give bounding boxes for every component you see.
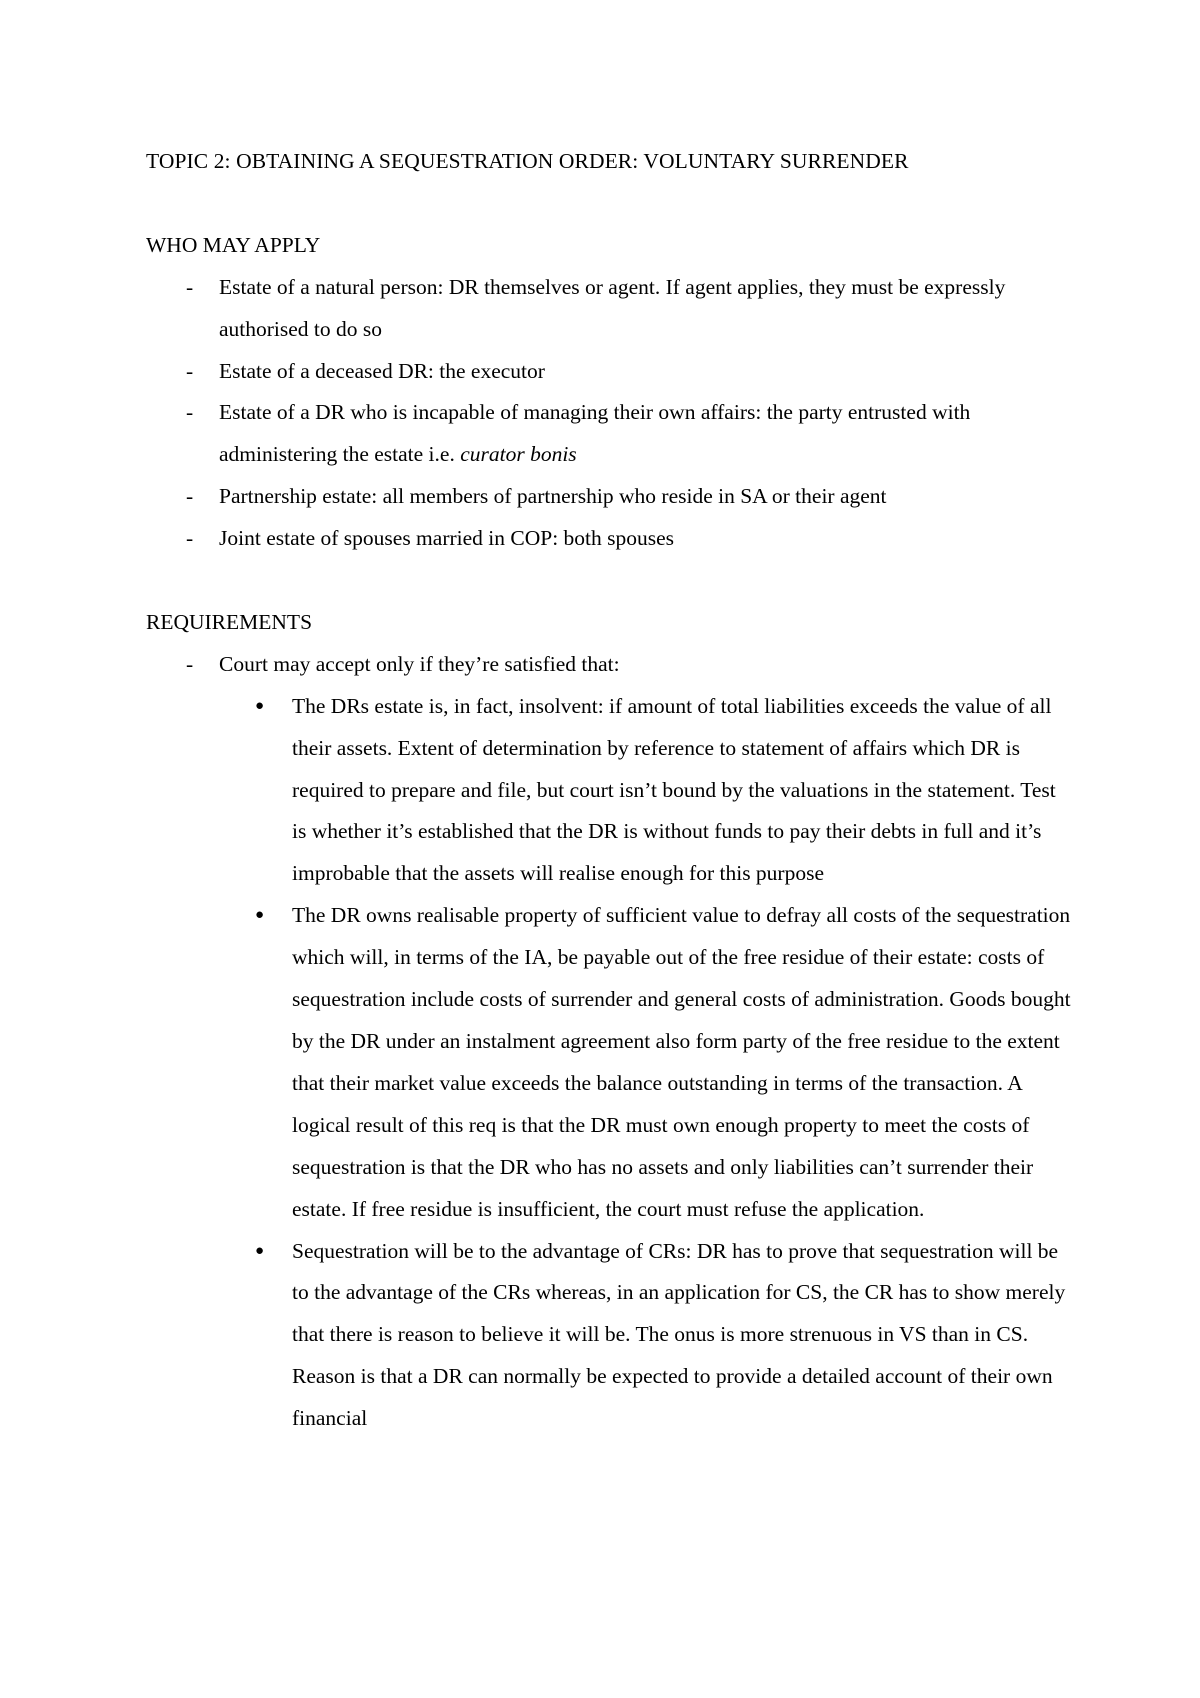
list-item-text: Court may accept only if they’re satisfied that:: [219, 651, 620, 676]
dash-marker: -: [186, 358, 194, 383]
document-content: [146, 141, 1071, 1440]
list-item-text: Estate of a DR who is incapable of managing their own affairs: the party entrusted with administering the estate i.e.: [219, 400, 971, 467]
italic-term: curator bonis: [460, 442, 577, 467]
list-item: [146, 476, 1071, 518]
list-item: [146, 518, 1071, 560]
list-item-text: Joint estate of spouses married in COP: both spouses: [219, 526, 675, 551]
dash-list: [146, 644, 1071, 1440]
list-item: [146, 267, 1071, 351]
dash-list: [146, 267, 1071, 560]
spacer: [146, 183, 1071, 225]
bullet-marker: ●: [255, 697, 265, 714]
bullet-item: [219, 686, 1071, 896]
dash-marker: -: [186, 484, 194, 509]
list-item-text: Partnership estate: all members of partnership who reside in SA or their agent: [219, 484, 887, 509]
dash-marker: -: [186, 274, 194, 299]
dash-marker: -: [186, 651, 194, 676]
bullet-item-text: Sequestration will be to the advantage of CRs: DR has to prove that sequestration will be to the advantage of the CRs whereas, in an application for CS, the CR has to show merely that there is reason to believe it will be. The onus is more strenuous in VS than in CS. Reason is that a DR can normally be expected to provide a detailed account of their own financial: [292, 1238, 1066, 1431]
bullet-item-text: The DR owns realisable property of sufficient value to defray all costs of the sequestration which will, in terms of the IA, be payable out of the free residue of their estate: costs of sequestration include costs of surrender and general costs of administration. Goods bought by the DR under an instalment agreement also form party of the free residue to the extent that their market value exceeds the balance outstanding in terms of the transaction. A logical result of this req is that the DR must own enough property to meet the costs of sequestration is that the DR who has no assets and only liabilities can’t surrender their estate. If free residue is insufficient, the court must refuse the application.: [292, 903, 1071, 1221]
dash-marker: -: [186, 526, 194, 551]
bullet-marker: ●: [255, 1242, 265, 1259]
list-item: [146, 392, 1071, 476]
list-item: [146, 351, 1071, 393]
dash-marker: -: [186, 400, 194, 425]
section-heading: WHO MAY APPLY: [146, 232, 321, 257]
list-item: [146, 644, 1071, 1440]
bullet-item: [219, 895, 1071, 1230]
list-item-text: Estate of a deceased DR: the executor: [219, 358, 545, 383]
bullet-item: [219, 1231, 1071, 1441]
section-who-may-apply: [146, 225, 1071, 560]
section-heading: REQUIREMENTS: [146, 609, 313, 634]
spacer: [146, 560, 1071, 602]
section-requirements: [146, 602, 1071, 1440]
document-title: TOPIC 2: OBTAINING A SEQUESTRATION ORDER: VOLUNTARY SURRENDER: [146, 149, 909, 173]
bullet-item-text: The DRs estate is, in fact, insolvent: if amount of total liabilities exceeds the value of all their assets. Extent of determination by reference to statement of affairs which DR is required to prepare and file, but court isn’t bound by the valuations in the statement. Test is whether it’s established that the DR is without funds to pay their debts in full and it’s improbable that the assets will realise enough for this purpose: [292, 693, 1056, 886]
bullet-marker: ●: [255, 907, 265, 924]
list-item-text: Estate of a natural person: DR themselves or agent. If agent applies, they must be expressly authorised to do so: [219, 274, 1006, 341]
bullet-list: [219, 686, 1071, 1440]
